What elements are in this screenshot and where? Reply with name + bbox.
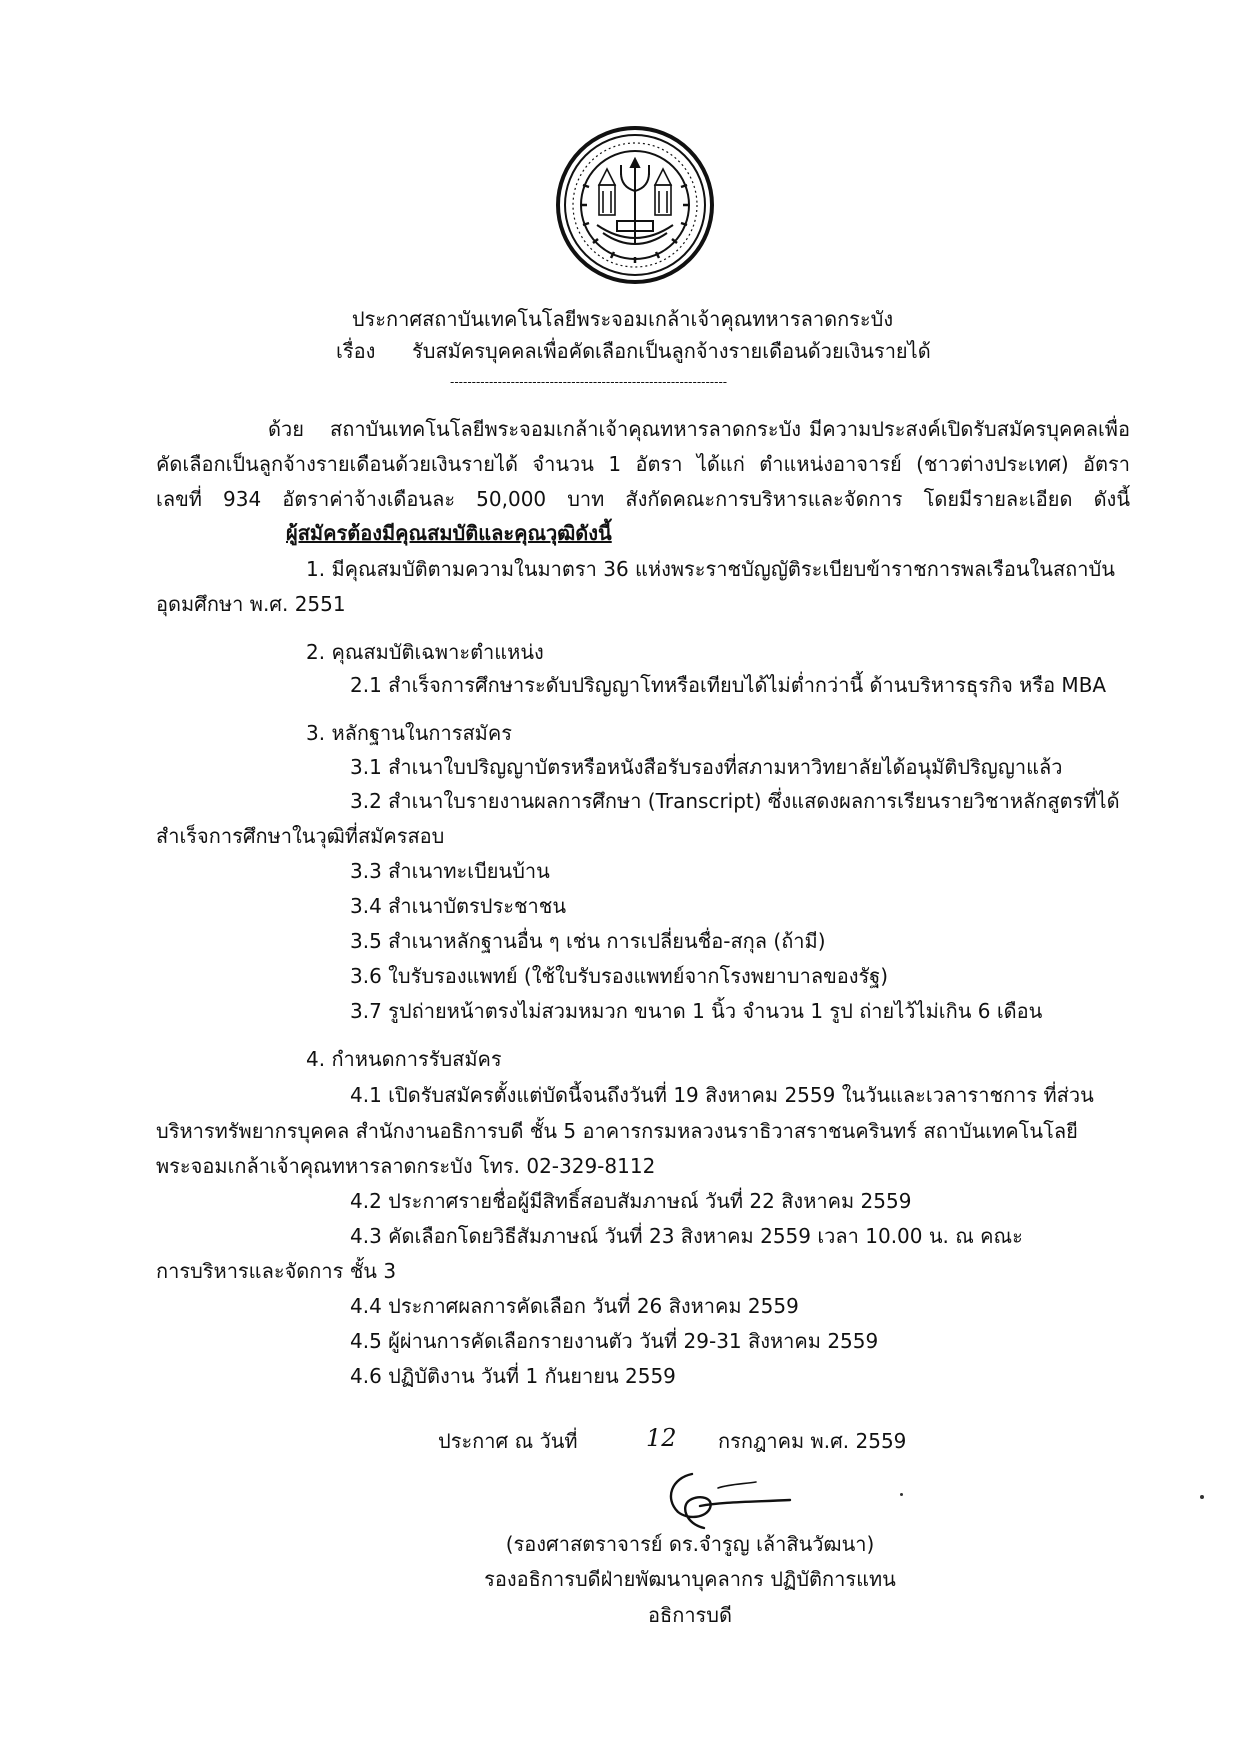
subject-label: เรื่อง: [336, 339, 376, 363]
header-separator-text: ----------------------------------------------------------------: [450, 375, 728, 389]
section3-item-5: 3.5 สำเนาหลักฐานอื่น ๆ เช่น การเปลี่ยนชื่อ-สกุล (ถ้ามี): [350, 929, 826, 953]
section4-item-4: 4.4 ประกาศผลการคัดเลือก วันที่ 26 สิงหาคม 2559: [350, 1294, 799, 1318]
scan-speck: [1200, 1495, 1204, 1499]
section3-item-7: 3.7 รูปถ่ายหน้าตรงไม่สวมหมวก ขนาด 1 นิ้ว จำนวน 1 รูป ถ่ายไว้ไม่เกิน 6 เดือน: [350, 999, 1043, 1023]
institution-seal-emblem: [555, 125, 715, 285]
section4-item-1-line-1: 4.1 เปิดรับสมัครตั้งแต่บัดนี้จนถึงวันที่ 19 สิงหาคม 2559 ในวันและเวลาราชการ ที่ส่วน: [350, 1083, 1094, 1107]
section1-line-2: อุดมศึกษา พ.ศ. 2551: [156, 592, 346, 616]
announce-day-handwritten: 12: [646, 1424, 677, 1452]
intro-line-2: คัดเลือกเป็นลูกจ้างรายเดือนด้วยเงินรายได้ จำนวน 1 อัตรา ได้แก่ ตำแหน่งอาจารย์ (ชาวต่างประเทศ) อัตรา: [156, 452, 1130, 476]
section4-item-6: 4.6 ปฏิบัติงาน วันที่ 1 กันยายน 2559: [350, 1364, 676, 1388]
announce-month-year: กรกฎาคม พ.ศ. 2559: [718, 1429, 907, 1453]
section3-heading: 3. หลักฐานในการสมัคร: [306, 721, 512, 745]
scan-speck: [900, 1493, 903, 1496]
section3-item-2-line-1: 3.2 สำเนาใบรายงานผลการศึกษา (Transcript) ซึ่งแสดงผลการเรียนรายวิชาหลักสูตรที่ได้: [350, 789, 1120, 813]
section3-item-1: 3.1 สำเนาใบปริญญาบัตรหรือหนังสือรับรองที่สภามหาวิทยาลัยได้อนุมัติปริญญาแล้ว: [350, 755, 1063, 779]
intro-line-1: สถาบันเทคโนโลยีพระจอมเกล้าเจ้าคุณทหารลาดกระบัง มีความประสงค์เปิดรับสมัครบุคคลเพื่อ: [330, 417, 1130, 441]
announce-prefix: ประกาศ ณ วันที่: [438, 1429, 578, 1453]
intro-lead: ด้วย: [268, 417, 304, 441]
signatory-title: รองอธิการบดีฝ่ายพัฒนาบุคลากร ปฏิบัติการแทน: [484, 1567, 896, 1591]
section2-item-1: 2.1 สำเร็จการศึกษาระดับปริญญาโทหรือเทียบได้ไม่ต่ำกว่านี้ ด้านบริหารธุรกิจ หรือ MBA: [350, 673, 1107, 697]
section3-item-4: 3.4 สำเนาบัตรประชาชน: [350, 894, 566, 918]
section4-item-2: 4.2 ประกาศรายชื่อผู้มีสิทธิ์สอบสัมภาษณ์ วันที่ 22 สิงหาคม 2559: [350, 1189, 912, 1213]
section4-heading: 4. กำหนดการรับสมัคร: [306, 1047, 502, 1071]
section4-item-3-line-2: การบริหารและจัดการ ชั้น 3: [156, 1259, 397, 1283]
signatory-title-2: อธิการบดี: [648, 1603, 732, 1627]
subject-text: รับสมัครบุคคลเพื่อคัดเลือกเป็นลูกจ้างรายเดือนด้วยเงินรายได้: [412, 339, 931, 363]
signature-mark: [660, 1468, 800, 1538]
section4-item-5: 4.5 ผู้ผ่านการคัดเลือกรายงานตัว วันที่ 29-31 สิงหาคม 2559: [350, 1329, 879, 1353]
section3-item-3: 3.3 สำเนาทะเบียนบ้าน: [350, 859, 550, 883]
section4-item-1-line-2: บริหารทรัพยากรบุคคล สำนักงานอธิการบดี ชั้น 5 อาคารกรมหลวงนราธิวาสราชนครินทร์ สถาบันเทคโนโลยี: [156, 1119, 1078, 1143]
section4-item-3-line-1: 4.3 คัดเลือกโดยวิธีสัมภาษณ์ วันที่ 23 สิงหาคม 2559 เวลา 10.00 น. ณ คณะ: [350, 1224, 1023, 1248]
intro-line-3: เลขที่ 934 อัตราค่าจ้างเดือนละ 50,000 บาท สังกัดคณะการบริหารและจัดการ โดยมีรายละเอียด ดังนี้: [156, 487, 1130, 511]
section1-line-1: 1. มีคุณสมบัติตามความในมาตรา 36 แห่งพระราชบัญญัติระเบียบข้าราชการพลเรือนในสถาบัน: [306, 557, 1115, 581]
signatory-name: (รองศาสตราจารย์ ดร.จำรูญ เล้าสินวัฒนา): [505, 1532, 875, 1556]
announcement-title: ประกาศสถาบันเทคโนโลยีพระจอมเกล้าเจ้าคุณทหารลาดกระบัง: [351, 307, 894, 331]
section2-heading: 2. คุณสมบัติเฉพาะตำแหน่ง: [306, 640, 544, 664]
qualifications-heading: ผู้สมัครต้องมีคุณสมบัติและคุณวุฒิดังนี้: [286, 521, 612, 545]
section3-item-2-line-2: สำเร็จการศึกษาในวุฒิที่สมัครสอบ: [156, 824, 445, 848]
section4-item-1-line-3: พระจอมเกล้าเจ้าคุณทหารลาดกระบัง โทร. 02-329-8112: [156, 1154, 656, 1178]
section3-item-6: 3.6 ใบรับรองแพทย์ (ใช้ใบรับรองแพทย์จากโรงพยาบาลของรัฐ): [350, 964, 889, 988]
